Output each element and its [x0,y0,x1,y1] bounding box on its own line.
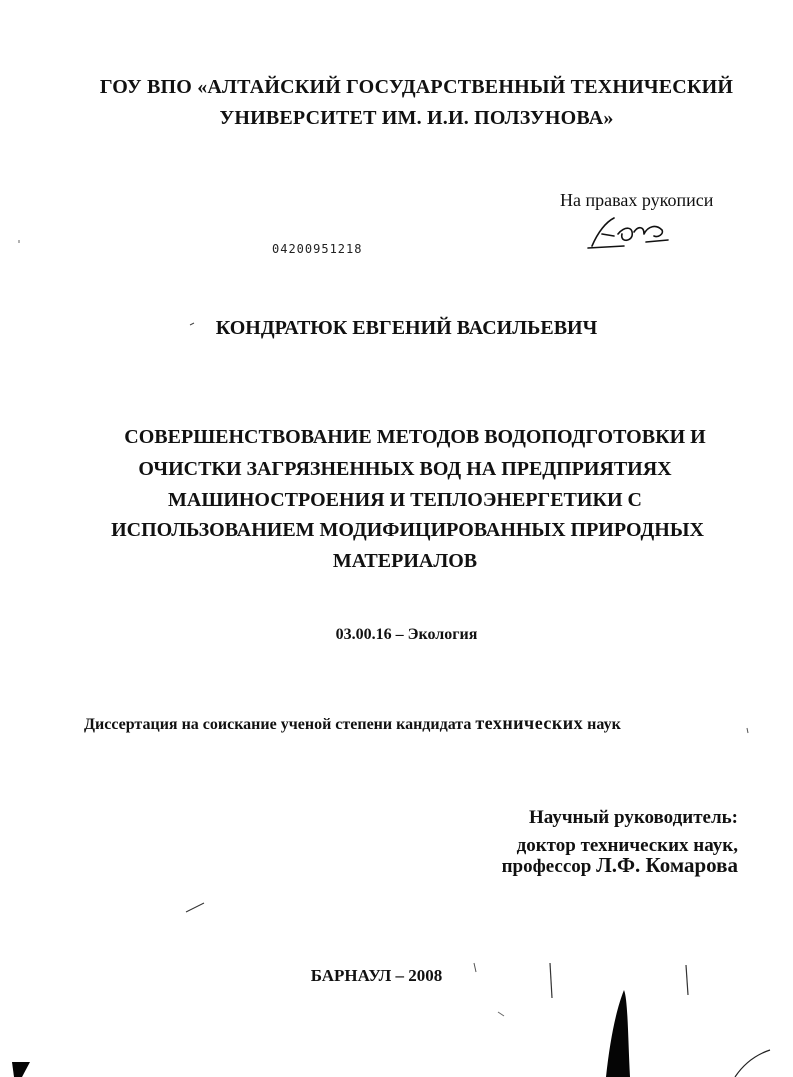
supervisor-title: профессор [501,856,592,877]
university-name-line-2: УНИВЕРСИТЕТ ИМ. И.И. ПОЛЗУНОВА» [219,107,614,129]
scan-speck-marks [19,240,770,1077]
title-line-1: СОВЕРШЕНСТВОВАНИЕ МЕТОДОВ ВОДОПОДГОТОВКИ И [124,426,706,448]
catalog-code: 04200951218 [272,242,363,256]
dissertation-degree-field: технических [475,713,584,733]
title-line-5: МАТЕРИАЛОВ [332,550,478,572]
dissertation-statement [84,713,621,734]
supervisor-degree: доктор технических наук, [516,835,738,856]
supervisor-name: Л.Ф. Комарова [596,853,738,877]
title-line-3: МАШИНОСТРОЕНИЯ И ТЕПЛОЭНЕРГЕТИКИ С [168,489,642,511]
supervisor-heading: Научный руководитель: [529,807,738,828]
author-name: КОНДРАТЮК ЕВГЕНИЙ ВАСИЛЬЕВИЧ [215,317,598,339]
university-name-line-1: ГОУ ВПО «АЛТАЙСКИЙ ГОСУДАРСТВЕННЫЙ ТЕХНИЧЕСКИЙ [99,76,734,98]
supervisor-name-line [502,853,738,878]
specialty-code: 03.00.16 – Экология [335,626,478,643]
handwritten-signature [584,212,670,252]
title-line-4: ИСПОЛЬЗОВАНИЕМ МОДИФИЦИРОВАННЫХ ПРИРОДНЫХ [111,519,704,541]
scan-edge-shadow [606,990,630,1077]
dissertation-text: Диссертация на соискание ученой степени кандидата [84,716,472,733]
corner-triangle-mark [12,1062,30,1077]
city-year: БАРНАУЛ – 2008 [310,966,443,985]
title-line-2: ОЧИСТКИ ЗАГРЯЗНЕННЫХ ВОД НА ПРЕДПРИЯТИЯХ [138,458,672,480]
manuscript-rights-note: На правах рукописи [560,190,714,210]
dissertation-suffix: наук [587,716,621,733]
